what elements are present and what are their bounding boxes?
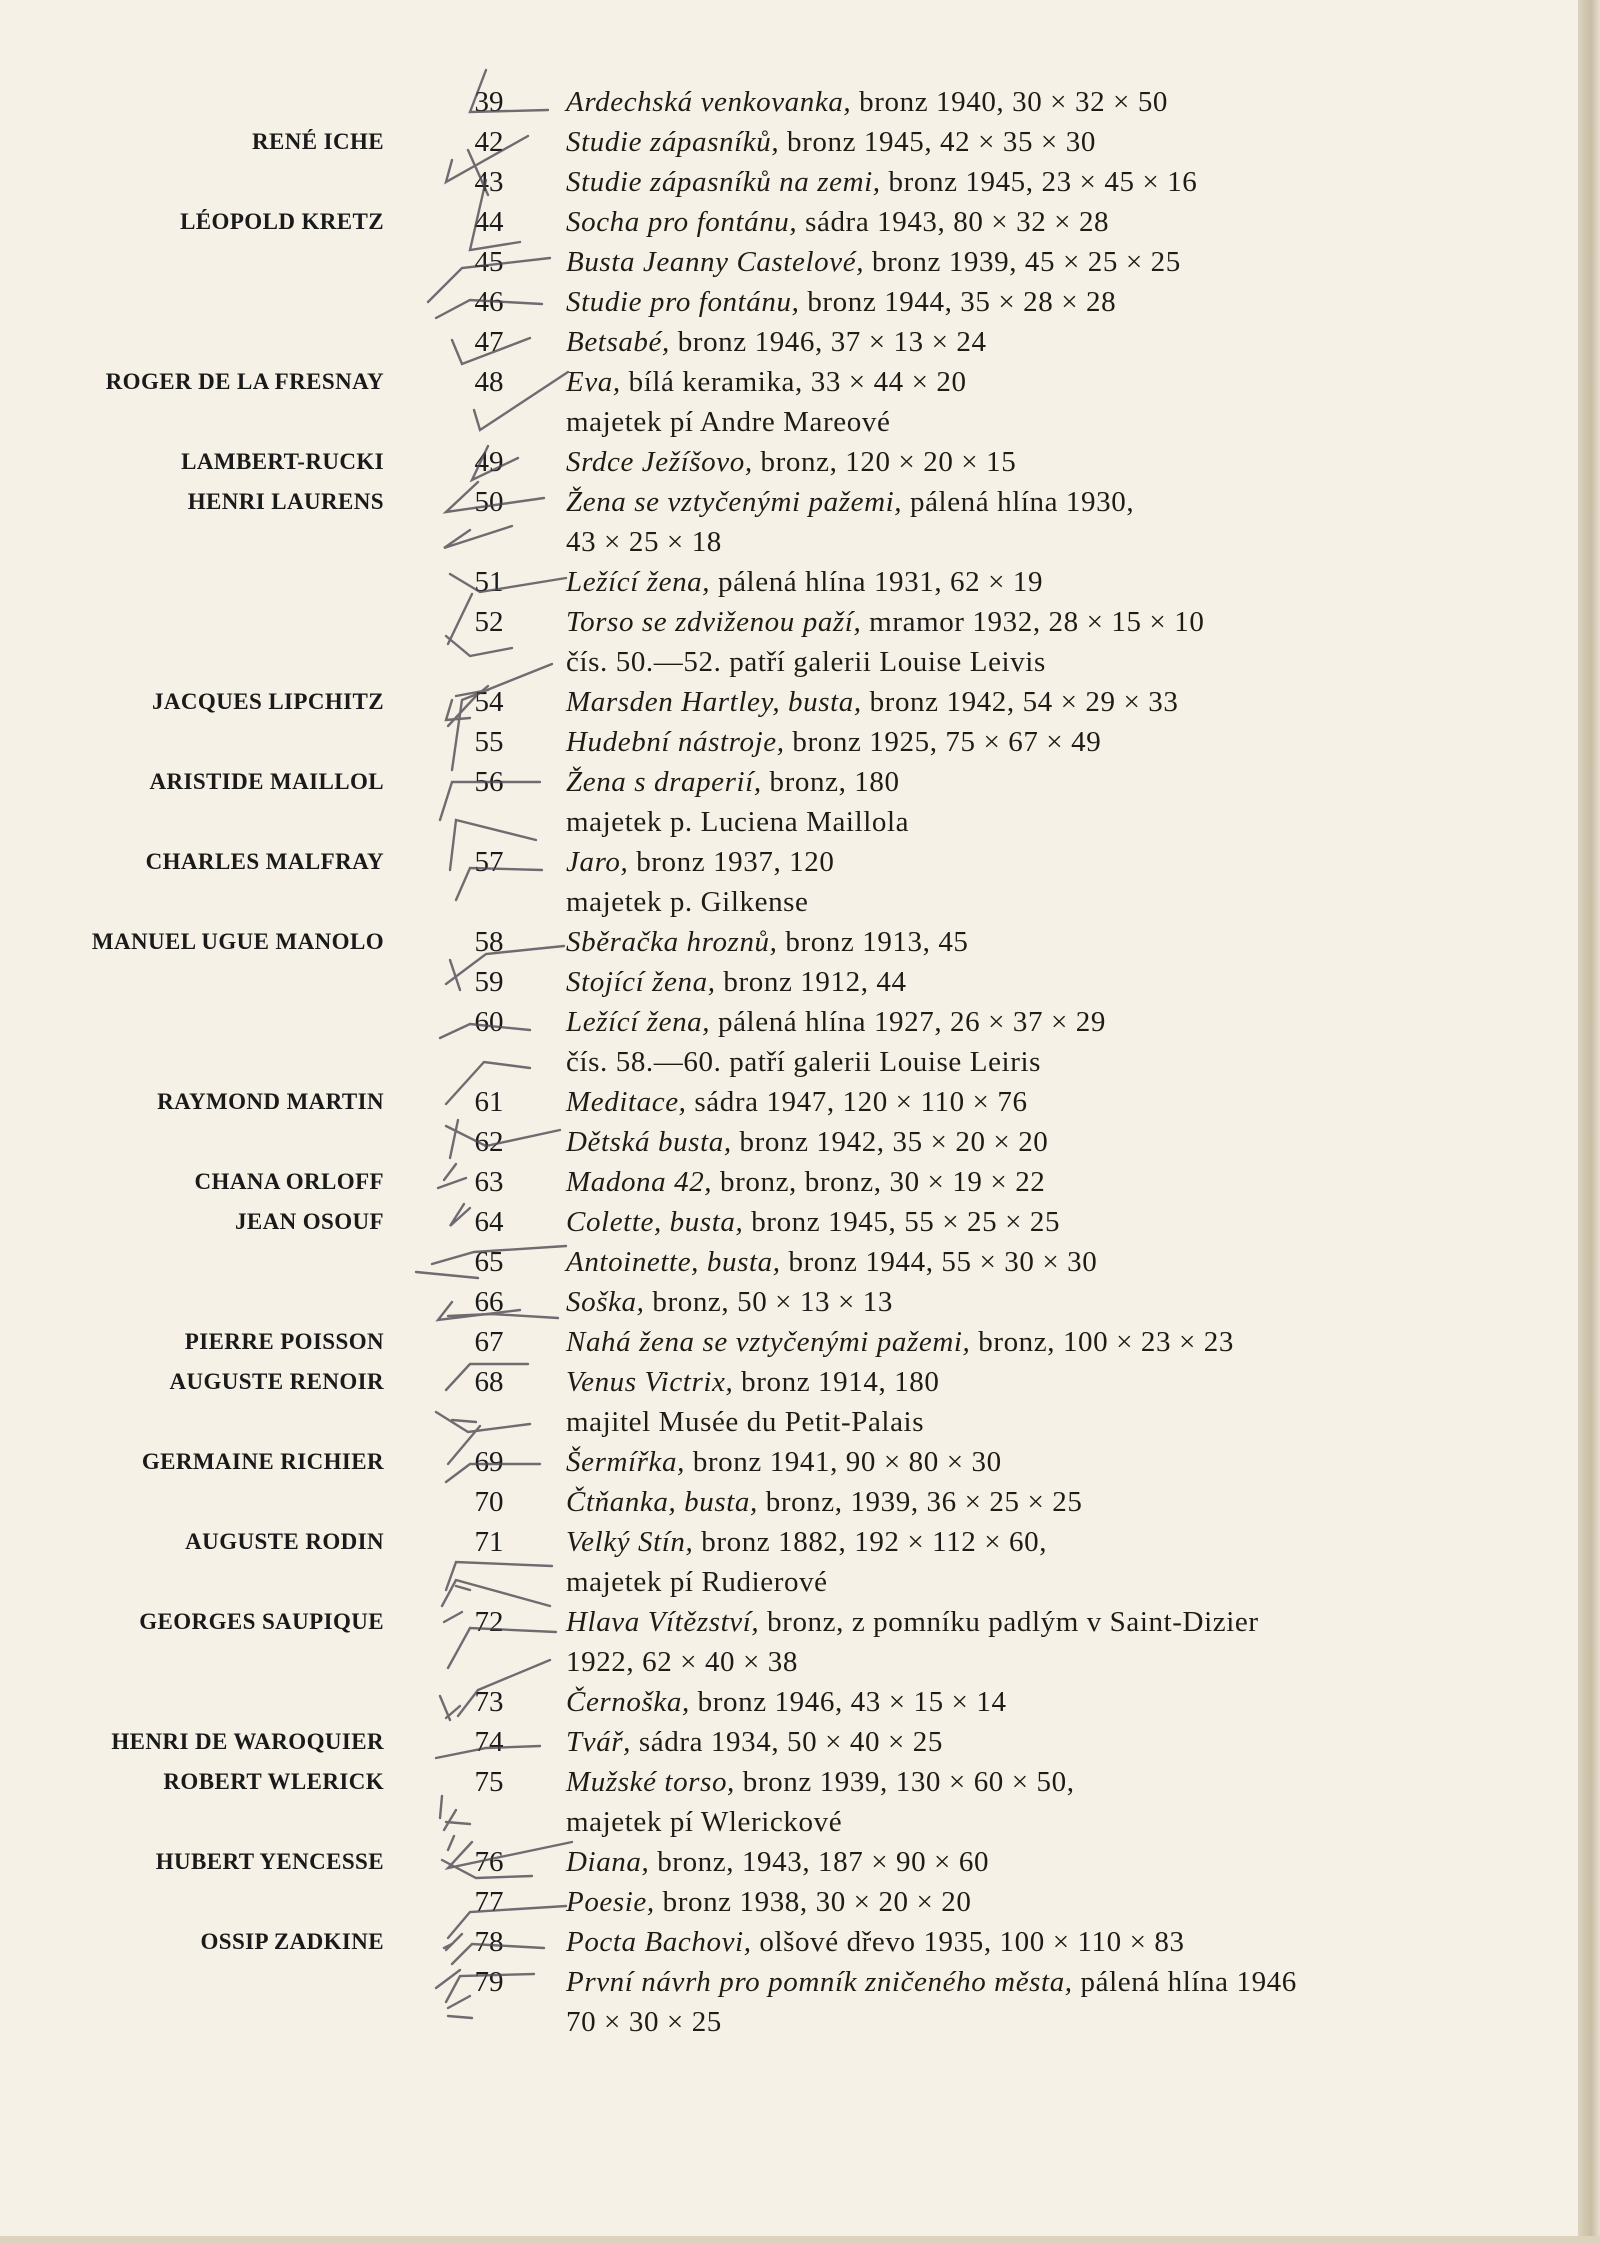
catalog-number: 70: [474, 1486, 504, 1518]
catalog-number: 49: [474, 446, 504, 478]
entry-note: majetek pí Wlerickové: [566, 1806, 843, 1838]
catalog-entry: [0, 922, 1560, 962]
catalog-number: 62: [474, 1126, 504, 1158]
artwork-details: pálená hlína 1946: [1072, 1966, 1297, 1998]
artwork-details: bronz 1945, 55 × 25 × 25: [743, 1206, 1061, 1238]
catalog-entry: [0, 1482, 1560, 1522]
artwork-description: [566, 1762, 1526, 1802]
catalog-entry: [0, 562, 1560, 602]
artwork-details: bronz 1882, 192 × 112 × 60,: [693, 1526, 1048, 1558]
catalog-entry: [0, 1362, 1560, 1442]
artwork-details: pálená hlína 1930,: [902, 486, 1135, 518]
artwork-details: pálená hlína 1931, 62 × 19: [710, 566, 1044, 598]
artist-name: HENRI DE WAROQUIER: [111, 1729, 384, 1754]
artwork-description: [566, 722, 1526, 762]
artwork-description: [566, 122, 1526, 162]
artwork-description: [566, 442, 1526, 482]
artwork-title: Betsabé,: [566, 326, 670, 358]
artwork-title: Studie zápasníků,: [566, 126, 780, 158]
catalog-number: 65: [474, 1246, 504, 1278]
catalog-number: 54: [474, 686, 504, 718]
catalog-entry-list: [0, 82, 1560, 2042]
artwork-title: Eva,: [566, 366, 621, 398]
page-edge-right: [1578, 0, 1600, 2244]
artwork-title: Žena s draperií,: [566, 766, 762, 798]
artwork-title: Nahá žena se vztyčenými pažemi,: [566, 1326, 971, 1358]
catalog-entry: [0, 1442, 1560, 1482]
artist-name: MANUEL UGUE MANOLO: [91, 929, 384, 954]
artist-name: OSSIP ZADKINE: [200, 1929, 384, 1954]
catalog-entry: [0, 162, 1560, 202]
artwork-details: olšové dřevo 1935, 100 × 110 × 83: [751, 1926, 1185, 1958]
artwork-description: [566, 1922, 1526, 1962]
artwork-title: Pocta Bachovi,: [566, 1926, 752, 1958]
artwork-details: bronz, 1943, 187 × 90 × 60: [649, 1846, 990, 1878]
artwork-description: [566, 1122, 1526, 1162]
artwork-details: bronz 1925, 75 × 67 × 49: [784, 726, 1102, 758]
artist-name: CHANA ORLOFF: [194, 1169, 384, 1194]
artwork-details: bronz 1946, 37 × 13 × 24: [669, 326, 987, 358]
artwork-description: [566, 922, 1526, 962]
artwork-title: Čtňanka, busta,: [566, 1486, 758, 1518]
catalog-entry: [0, 482, 1560, 562]
artwork-details: mramor 1932, 28 × 15 × 10: [861, 606, 1205, 638]
catalog-number: 78: [474, 1926, 504, 1958]
catalog-number: 79: [474, 1966, 504, 1998]
catalog-number: 73: [474, 1686, 504, 1718]
artwork-description: [566, 1002, 1526, 1042]
artwork-description: [566, 1962, 1526, 2002]
artwork-description: [566, 682, 1526, 722]
catalog-number: 61: [474, 1086, 504, 1118]
artist-name: AUGUSTE RENOIR: [169, 1369, 384, 1394]
catalog-entry: [0, 1002, 1560, 1082]
artwork-description: [566, 1082, 1526, 1122]
catalog-entry: [0, 1522, 1560, 1602]
artwork-description: [566, 282, 1526, 322]
artwork-details: bronz, 120 × 20 × 15: [752, 446, 1017, 478]
catalog-entry: [0, 282, 1560, 322]
artwork-description: [566, 362, 1526, 402]
artwork-description: [566, 562, 1526, 602]
catalog-number: 69: [474, 1446, 504, 1478]
entry-note: 1922, 62 × 40 × 38: [566, 1646, 799, 1678]
catalog-entry: [0, 442, 1560, 482]
artwork-description: [566, 322, 1526, 362]
catalog-number: 39: [474, 86, 504, 118]
artwork-details: bronz, 1939, 36 × 25 × 25: [757, 1486, 1083, 1518]
artwork-description: [566, 842, 1526, 882]
artwork-title: Poesie,: [566, 1886, 655, 1918]
catalog-number: 48: [474, 366, 504, 398]
catalog-number: 57: [474, 846, 504, 878]
artwork-details: bronz 1942, 35 × 20 × 20: [731, 1126, 1049, 1158]
artwork-title: Meditace,: [566, 1086, 687, 1118]
artwork-details: bronz 1941, 90 × 80 × 30: [684, 1446, 1002, 1478]
artist-name: GEORGES SAUPIQUE: [139, 1609, 384, 1634]
artist-name: LÉOPOLD KRETZ: [180, 209, 384, 234]
catalog-number: 71: [474, 1526, 504, 1558]
artwork-details: sádra 1943, 80 × 32 × 28: [797, 206, 1110, 238]
entry-note: čís. 58.—60. patří galerii Louise Leiris: [566, 1046, 1042, 1078]
catalog-entry: [0, 1882, 1560, 1922]
catalog-number: 44: [474, 206, 504, 238]
catalog-number: 77: [474, 1886, 504, 1918]
artwork-details: bronz 1945, 23 × 45 × 16: [880, 166, 1198, 198]
artwork-title: Torso se zdviženou paží,: [566, 606, 862, 638]
catalog-entry: [0, 1242, 1560, 1282]
artist-name: HUBERT YENCESSE: [155, 1849, 384, 1874]
artwork-details: bronz, 50 × 13 × 13: [644, 1286, 894, 1318]
artwork-details: bronz, 100 × 23 × 23: [970, 1326, 1234, 1358]
artwork-description: [566, 1362, 1526, 1402]
catalog-entry: [0, 1722, 1560, 1762]
catalog-entry: [0, 722, 1560, 762]
artwork-description: [566, 1322, 1526, 1362]
entry-note: majetek pí Andre Mareové: [566, 406, 891, 438]
artwork-details: bronz 1945, 42 × 35 × 30: [779, 126, 1096, 158]
artwork-details: bronz 1940, 30 × 32 × 50: [851, 86, 1169, 118]
artist-name: CHARLES MALFRAY: [145, 849, 384, 874]
catalog-entry: [0, 1322, 1560, 1362]
catalog-entry: [0, 762, 1560, 842]
entry-note: 70 × 30 × 25: [566, 2006, 722, 2038]
artwork-description: [566, 242, 1526, 282]
artwork-description: [566, 1522, 1526, 1562]
artwork-description: [566, 762, 1526, 802]
catalog-entry: [0, 602, 1560, 682]
catalog-number: 67: [474, 1326, 504, 1358]
artwork-title: Srdce Ježíšovo,: [566, 446, 753, 478]
catalog-number: 76: [474, 1846, 504, 1878]
catalog-number: 60: [474, 1006, 504, 1038]
catalog-entry: [0, 1122, 1560, 1162]
catalog-entry: [0, 362, 1560, 442]
artwork-title: Antoinette, busta,: [566, 1246, 781, 1278]
artwork-details: sádra 1947, 120 × 110 × 76: [686, 1086, 1028, 1118]
catalog-number: 51: [474, 566, 504, 598]
artwork-description: [566, 1242, 1526, 1282]
catalog-entry: [0, 1922, 1560, 1962]
artwork-description: [566, 1482, 1526, 1522]
artwork-description: [566, 1442, 1526, 1482]
artwork-title: Hudební nástroje,: [566, 726, 785, 758]
entry-note: čís. 50.—52. patří galerii Louise Leivis: [566, 646, 1046, 678]
artwork-details: bronz, bronz, 30 × 19 × 22: [712, 1166, 1046, 1198]
entry-note: 43 × 25 × 18: [566, 526, 722, 558]
entry-note: majetek pí Rudierové: [566, 1566, 828, 1598]
page-edge-bottom: [0, 2236, 1600, 2244]
artwork-description: [566, 1882, 1526, 1922]
catalog-number: 45: [474, 246, 504, 278]
artist-name: ROGER DE LA FRESNAY: [105, 369, 384, 394]
catalog-entry: [0, 1282, 1560, 1322]
catalog-entry: [0, 1602, 1560, 1682]
catalog-number: 66: [474, 1286, 504, 1318]
catalog-number: 63: [474, 1166, 504, 1198]
catalog-number: 74: [474, 1726, 504, 1758]
catalog-entry: [0, 82, 1560, 122]
catalog-number: 72: [474, 1606, 504, 1638]
artist-name: ARISTIDE MAILLOL: [149, 769, 384, 794]
catalog-number: 43: [474, 166, 504, 198]
catalog-entry: [0, 1962, 1560, 2042]
catalog-number: 50: [474, 486, 504, 518]
artwork-title: Ležící žena,: [566, 1006, 711, 1038]
artwork-description: [566, 1282, 1526, 1322]
artwork-title: Socha pro fontánu,: [566, 206, 798, 238]
catalog-entry: [0, 1682, 1560, 1722]
artwork-details: bronz 1944, 35 × 28 × 28: [799, 286, 1117, 318]
entry-note: majetek p. Gilkense: [566, 886, 809, 918]
entry-note: majitel Musée du Petit-Palais: [566, 1406, 925, 1438]
artwork-title: Černoška,: [566, 1686, 690, 1718]
artwork-description: [566, 162, 1526, 202]
artwork-title: Dětská busta,: [566, 1126, 732, 1158]
artwork-description: [566, 1162, 1526, 1202]
catalog-number: 56: [474, 766, 504, 798]
artwork-details: bronz, z pomníku padlým v Saint-Dizier: [759, 1606, 1259, 1638]
artwork-title: Šermířka,: [566, 1446, 685, 1478]
artwork-details: bronz 1938, 30 × 20 × 20: [654, 1886, 972, 1918]
artwork-details: bronz 1939, 45 × 25 × 25: [864, 246, 1181, 278]
catalog-number: 59: [474, 966, 504, 998]
artwork-title: Žena se vztyčenými pažemi,: [566, 486, 903, 518]
artwork-description: [566, 482, 1526, 522]
artist-name: JEAN OSOUF: [234, 1209, 384, 1234]
artwork-details: bronz 1939, 130 × 60 × 50,: [734, 1766, 1075, 1798]
catalog-entry: [0, 1842, 1560, 1882]
catalog-entry: [0, 842, 1560, 922]
artwork-title: Mužské torso,: [566, 1766, 735, 1798]
catalog-number: 75: [474, 1766, 504, 1798]
catalog-number: 55: [474, 726, 504, 758]
catalog-number: 58: [474, 926, 504, 958]
artist-name: RENÉ ICHE: [251, 129, 384, 154]
entry-note: majetek p. Luciena Maillola: [566, 806, 910, 838]
catalog-entry: [0, 1162, 1560, 1202]
catalog-entry: [0, 202, 1560, 242]
catalog-entry: [0, 962, 1560, 1002]
artwork-details: bronz 1942, 54 × 29 × 33: [861, 686, 1179, 718]
artwork-details: sádra 1934, 50 × 40 × 25: [631, 1726, 943, 1758]
artwork-details: bronz 1912, 44: [715, 966, 907, 998]
artwork-description: [566, 1682, 1526, 1722]
artwork-title: Soška,: [566, 1286, 645, 1318]
artist-name: ROBERT WLERICK: [163, 1769, 384, 1794]
artist-name: LAMBERT-RUCKI: [181, 449, 384, 474]
artwork-details: bronz 1937, 120: [628, 846, 835, 878]
artwork-details: bronz, 180: [761, 766, 900, 798]
artwork-details: bronz 1944, 55 × 30 × 30: [780, 1246, 1098, 1278]
artwork-title: První návrh pro pomník zničeného města,: [566, 1966, 1073, 1998]
catalog-number: 47: [474, 326, 504, 358]
catalog-entry: [0, 1202, 1560, 1242]
catalog-entry: [0, 322, 1560, 362]
artwork-description: [566, 1202, 1526, 1242]
artist-name: PIERRE POISSON: [184, 1329, 384, 1354]
artwork-description: [566, 962, 1526, 1002]
artwork-title: Colette, busta,: [566, 1206, 744, 1238]
artwork-title: Busta Jeanny Castelové,: [566, 246, 865, 278]
catalog-entry: [0, 122, 1560, 162]
artwork-description: [566, 1842, 1526, 1882]
artist-name: JACQUES LIPCHITZ: [152, 689, 384, 714]
catalog-number: 42: [474, 126, 504, 158]
artist-name: AUGUSTE RODIN: [185, 1529, 384, 1554]
catalog-number: 68: [474, 1366, 504, 1398]
artwork-title: Stojící žena,: [566, 966, 716, 998]
artwork-details: bronz 1913, 45: [777, 926, 969, 958]
artwork-title: Jaro,: [566, 846, 629, 878]
artwork-title: Studie zápasníků na zemi,: [566, 166, 881, 198]
catalog-entry: [0, 242, 1560, 282]
artist-name: HENRI LAURENS: [187, 489, 384, 514]
artwork-title: Diana,: [566, 1846, 650, 1878]
artwork-title: Velký Stín,: [566, 1526, 694, 1558]
artwork-description: [566, 82, 1526, 122]
artwork-title: Hlava Vítězství,: [566, 1606, 760, 1638]
artwork-description: [566, 1722, 1526, 1762]
artwork-description: [566, 202, 1526, 242]
artwork-title: Marsden Hartley, busta,: [566, 686, 862, 718]
artwork-details: pálená hlína 1927, 26 × 37 × 29: [710, 1006, 1106, 1038]
artwork-title: Ardechská venkovanka,: [566, 86, 852, 118]
artwork-description: [566, 1602, 1526, 1642]
catalog-number: 64: [474, 1206, 504, 1238]
artwork-title: Ležící žena,: [566, 566, 711, 598]
catalog-entry: [0, 1082, 1560, 1122]
artwork-title: Studie pro fontánu,: [566, 286, 800, 318]
catalog-entry: [0, 682, 1560, 722]
artwork-details: bílá keramika, 33 × 44 × 20: [620, 366, 967, 398]
artwork-details: bronz 1914, 180: [733, 1366, 940, 1398]
catalog-entry: [0, 1762, 1560, 1842]
catalog-number: 52: [474, 606, 504, 638]
artwork-title: Sběračka hroznů,: [566, 926, 778, 958]
artwork-title: Madona 42,: [566, 1166, 713, 1198]
catalog-number: 46: [474, 286, 504, 318]
artwork-details: bronz 1946, 43 × 15 × 14: [689, 1686, 1007, 1718]
artwork-description: [566, 602, 1526, 642]
artist-name: GERMAINE RICHIER: [141, 1449, 384, 1474]
artist-name: RAYMOND MARTIN: [157, 1089, 384, 1114]
artwork-title: Venus Victrix,: [566, 1366, 734, 1398]
artwork-title: Tvář,: [566, 1726, 632, 1758]
